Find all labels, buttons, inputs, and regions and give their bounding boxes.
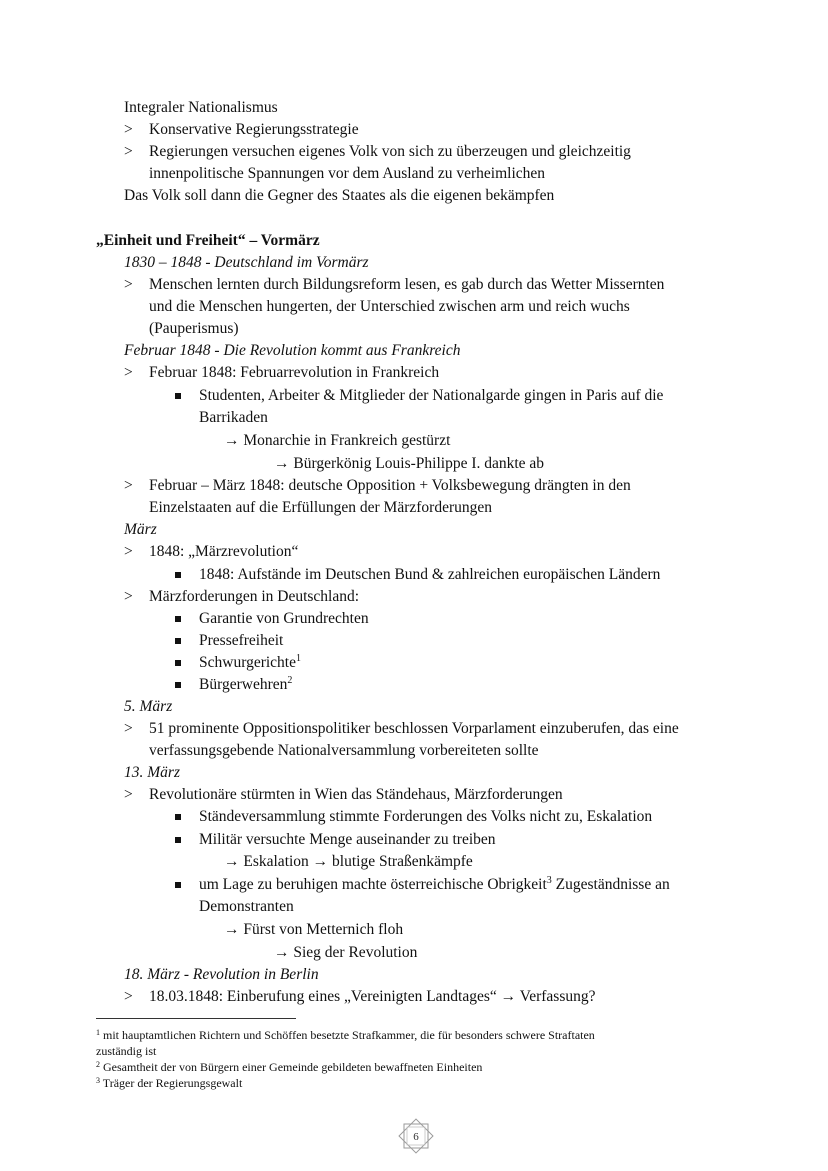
chevron-marker: > [124,786,133,803]
chevron-marker: > [124,364,133,381]
bullet-item: > Menschen lernten durch Bildungsreform lesen, es gab durch das Wetter Missernten [124,276,665,293]
footnote-ref: 1 [296,653,301,664]
bullet-item: > Konservative Regierungsstrategie [124,121,359,138]
bullet-item: > Regierungen versuchen eigenes Volk von sich zu überzeugen und gleichzeitig [124,143,631,160]
footnote-1-continuation: zuständig ist [96,1044,157,1058]
square-bullet-item: um Lage zu beruhigen machte österreichische Obrigkeit$^3$ Zugeständnisse an [175,875,670,895]
intro-heading: Integraler Nationalismus [124,99,278,116]
square-bullet-item: Pressefreiheit [175,631,283,651]
subsection-title: Februar 1848 - Die Revolution kommt aus Frankreich [124,342,461,359]
bullet-continuation: innenpolitische Spannungen vor dem Ausland zu verheimlichen [149,165,546,182]
bullet-item: > 51 prominente Oppositionspolitiker beschlossen Vorparlament einzuberufen, das eine [124,720,679,737]
chevron-marker: > [124,988,133,1005]
section-title: „Einheit und Freiheit“ – Vormärz [96,232,320,249]
chevron-marker: > [124,720,133,737]
arrow-line: → Bürgerkönig Louis-Philippe I. dankte ab [274,455,545,472]
arrow-line: → Fürst von Metternich floh [224,921,404,938]
square-bullet-marker [175,882,181,888]
square-bullet-marker [175,616,181,622]
page-number: 6 [413,1131,419,1143]
square-bullet-item: Militär versuchte Menge auseinander zu treiben [175,830,496,850]
page-number-ornament [396,1116,436,1156]
subsection-title: 18. März - Revolution in Berlin [124,966,319,983]
square-bullet-marker [175,572,181,578]
bullet-continuation: Einzelstaaten auf die Erfüllungen der Märzforderungen [149,499,492,516]
square-bullet-item: Garantie von Grundrechten [175,609,369,629]
subsection-title: 5. März [124,698,173,715]
chevron-marker: > [124,477,133,494]
intro-closing: Das Volk soll dann die Gegner des Staates als die eigenen bekämpfen [124,187,555,204]
bullet-item: > Revolutionäre stürmten in Wien das Ständehaus, Märzforderungen [124,786,563,803]
arrow-line: → Eskalation → blutige Straßenkämpfe [224,853,473,870]
bullet-continuation: Barrikaden [199,409,268,426]
chevron-marker: > [124,276,133,293]
square-bullet-marker [175,393,181,399]
square-bullet-marker [175,638,181,644]
bullet-item: > Märzforderungen in Deutschland: [124,588,360,605]
chevron-marker: > [124,588,133,605]
footnote-ref: 3 [546,875,552,886]
footnote-ref: 2 [287,675,293,686]
bullet-continuation: und die Menschen hungerten, der Unterschied zwischen arm und reich wuchs [149,298,630,315]
square-bullet-marker [175,660,181,666]
square-bullet-item: 1848: Aufstände im Deutschen Bund & zahlreichen europäischen Ländern [175,565,660,585]
bullet-continuation: verfassungsgebende Nationalversammlung vorbereiteten sollte [149,742,539,759]
bullet-continuation: (Pauperismus) [149,320,239,337]
arrow-line: → Monarchie in Frankreich gestürzt [224,432,451,449]
footnote-3: $^3$ Träger der Regierungsgewalt [96,1076,243,1090]
subsection-title: März [124,521,157,538]
subsection-title: 13. März [124,764,180,781]
square-bullet-item: Bürgerwehren$^2$ [175,675,292,695]
chevron-marker: > [124,543,133,560]
square-bullet-item: Studenten, Arbeiter & Mitglieder der Nationalgarde gingen in Paris auf die [175,386,663,406]
bullet-item: > Februar 1848: Februarrevolution in Frankreich [124,364,440,381]
footnote-1: $^1$ mit hauptamtlichen Richtern und Schöffen besetzte Strafkammer, die für besonders schwere Straftaten [96,1028,595,1042]
bullet-item: > Februar – März 1848: deutsche Opposition + Volksbewegung drängten in den [124,477,631,494]
square-bullet-marker [175,682,181,688]
square-bullet-marker [175,837,181,843]
arrow-line: → Sieg der Revolution [274,944,418,961]
chevron-marker: > [124,143,133,160]
footnote-divider [96,1018,296,1019]
bullet-continuation: Demonstranten [199,898,294,915]
square-bullet-marker [175,814,181,820]
bullet-item: > 18.03.1848: Einberufung eines „Vereinigten Landtages“ → Verfassung? [124,988,596,1005]
ornament-icon [396,1116,436,1156]
square-bullet-item: Schwurgerichte$^1$ [175,653,301,673]
square-bullet-item: Ständeversammlung stimmte Forderungen des Volks nicht zu, Eskalation [175,807,652,827]
bullet-item: > 1848: „Märzrevolution“ [124,543,299,560]
footnote-2: $^2$ Gesamtheit der von Bürgern einer Gemeinde gebildeten bewaffneten Einheiten [96,1060,483,1074]
chevron-marker: > [124,121,133,138]
subsection-title: 1830 – 1848 - Deutschland im Vormärz [124,254,369,271]
